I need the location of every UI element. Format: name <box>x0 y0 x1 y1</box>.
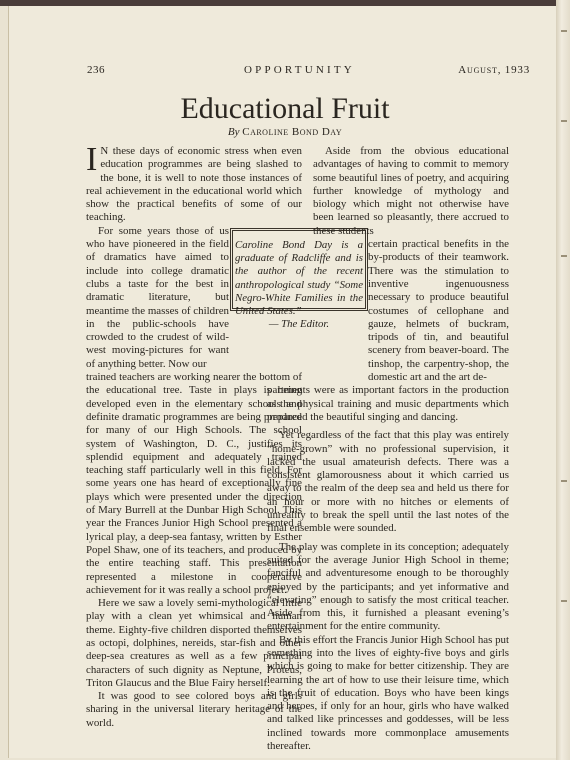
paragraph-text: N these days of economic stress when even education programmes are being slashed to the bone, it is well to note those instances of real achievement in the educational world which show the practical benefits of some of our teaching. <box>86 145 302 224</box>
article-title: Educational Fruit <box>180 92 390 125</box>
paragraph <box>86 225 229 371</box>
editor-signature: — The Editor. <box>268 318 330 331</box>
drop-cap: I <box>86 141 98 178</box>
paragraph-text: It was good to see colored boys and girls sharing in the universal literary heritage of the world. <box>86 690 302 729</box>
paragraph <box>313 145 509 238</box>
byline-prefix: By <box>227 126 240 138</box>
page-number: 236 <box>87 64 105 76</box>
paragraph-text: Here we saw a lovely semi-mythological little play with a clean yet whimsical and human theme. Eighty-five children disported themselves as octopi, dolphines, nereids, star-fish and other deep-sea creatures as well as a few principal characters of such dignity as Neptune, Proteus, Triton Glaucus and the Blue Fairy herself. <box>86 597 302 689</box>
editor-note-text: Caroline Bond Day is a graduate of Radcliffe and is the author of the recent anthropological study “Some Negro-White Families in the United States.” <box>235 239 363 318</box>
magazine-title: OPPORTUNITY <box>244 64 355 76</box>
paragraph <box>368 238 509 384</box>
paragraph <box>86 141 302 225</box>
paragraph <box>267 384 509 424</box>
paragraph-text: partments were as important factors in the production as the physical training and music departments which produced the beautiful singing and dancing. <box>267 384 509 423</box>
paragraph-text: For some years those of us who have pioneered in the field of dramatics have aimed to include into college dramatic clubs a taste for the best in dramatic literature, but meantime the masses of children in the public-schools have crowded to the crudest of wild-west moving-pictures for want of anything better. Now our <box>86 224 229 370</box>
author-name: Caroline Bond Day <box>242 126 343 138</box>
paragraph <box>267 634 509 754</box>
paragraph-text: Yet regardless of the fact that this play was entirely “home-grown” with no professional supervision, it lacked the usual amateurish defects. There was a consistent glamorousness about it which carried us away to the realm of the deep sea and held us there for an hour or more with no hitches or elements of unreality to break the spell until the last notes of the final ensemble were sounded. <box>267 429 509 535</box>
paragraph-text: Aside from the obvious educational advantages of having to commit to memory some beautiful lines of poetry, and acquiring further knowledge of mythology and biology which might not otherwise have been learned so pleasantly, there accrued to these students <box>313 145 509 237</box>
paragraph-text: certain practical benefits in the by-products of their teamwork. There was the stimulation to inventive ingenuousness necessary to produce beautiful costumes of cellophane and gauze, helmets of buckram, tripods of tin, and beautiful scenery from beaver-board. The tinshop, the carpentry-shop, the domestic art and the art de- <box>368 238 509 384</box>
byline <box>0 126 570 138</box>
paragraph <box>267 541 509 634</box>
paragraph-text: By this effort the Francis Junior High School has put something into the lives of eighty-five boys and girls which is going to make for better citizenship. They are learning the art of how to use their leisure time, which is the fruit of education. Boys who have been kings and heroes, if only for an hour, girls who have walked and talked like princesses and goddesses, will be less inclined towards more commonplace amusements thereafter. <box>267 633 509 753</box>
paragraph-text: trained teachers are working nearer the bottom of the educational tree. Taste in plays is being developed even in the elementary schools and definite dramatic programmes are being prepared for many of our High Schools. The school system of Washington, D. C., justifies its splendid equipment and adequately trained teaching staff particularly well in this field. For some years one has heard of exceptionally fine plays which were presented under the direction of Mary Burrell at the Dunbar High School. This year the Frances Junior High School presented a lyrical play, a deep-sea fantasy, written by Esther Popel Shaw, one of its teachers, and produced by the entire teaching staff. This presentation represented a milestone in cooperative achievement for it was really a school project. <box>86 371 302 596</box>
issue-date: August, 1933 <box>458 64 530 76</box>
paragraph <box>267 429 509 535</box>
paragraph-text: The play was complete in its conception; adequately suited for the average Junior High School in theme; fanciful and adventuresome enough to be thoroughly enjoyed by the participants; and yet informative and “elevating” enough to satisfy the most critical teacher. Aside from this, it furnished a pleasant evening’s entertainment for the entire community. <box>267 540 509 633</box>
